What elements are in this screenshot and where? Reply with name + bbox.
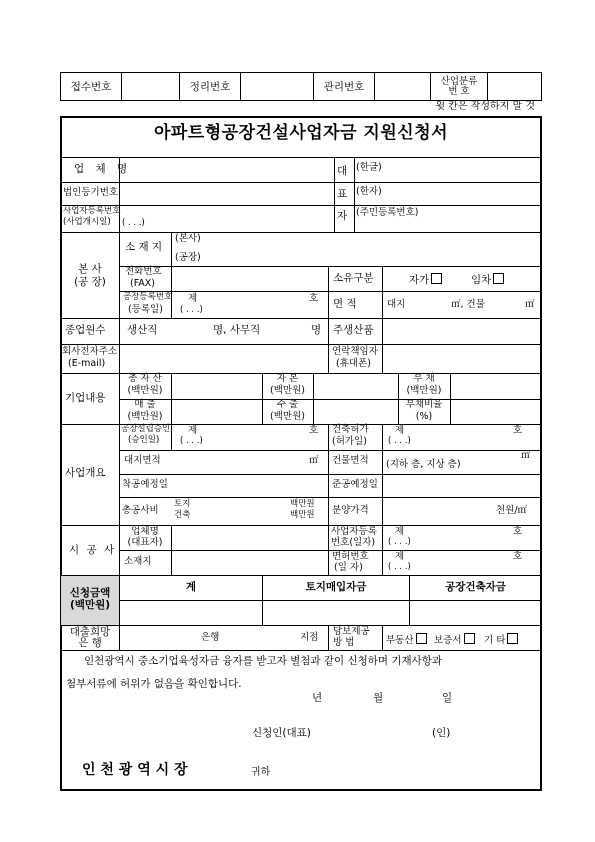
project-land-area-label: 대지면적 bbox=[124, 455, 161, 466]
permit-date[interactable]: ( . . .) bbox=[388, 436, 411, 446]
land-area-unit: ㎡, 건물 bbox=[451, 299, 485, 310]
statement-line-2: 첨부서류에 허위가 없음을 확인합니다. bbox=[66, 678, 242, 690]
bank-label-2: 은 행 bbox=[78, 637, 102, 649]
date-year: 년 bbox=[312, 692, 323, 704]
end-date-field[interactable] bbox=[383, 475, 540, 496]
contact-person-label: 연락책임자 bbox=[332, 346, 378, 357]
office-use-table bbox=[60, 72, 542, 101]
land-cost-label: 토지 bbox=[174, 499, 191, 509]
recipient: 인 천 광 역 시 장 bbox=[82, 762, 188, 778]
exports-unit: (백만원) bbox=[270, 411, 305, 422]
permit-date-label: (허가일) bbox=[332, 436, 367, 447]
applicant-label: 신청인(대표) bbox=[252, 727, 311, 739]
other-option[interactable]: 기 타 bbox=[484, 633, 518, 646]
approval-je: 제 bbox=[188, 425, 198, 436]
license-je: 제 bbox=[395, 551, 405, 562]
approval-ho: 호 bbox=[309, 425, 319, 436]
total-cost-label: 총공사비 bbox=[122, 505, 159, 516]
amount-construction-label: 공장건축자금 bbox=[445, 581, 506, 593]
amount-land-field[interactable] bbox=[263, 601, 408, 624]
employees-label: 종업원수 bbox=[65, 324, 106, 336]
contractor-section-label: 시 공 사 bbox=[69, 544, 117, 556]
contractor-biz-reg-date-label: 번호(일자) bbox=[331, 537, 376, 548]
rep-label-3: 자 bbox=[337, 210, 348, 222]
email-label: 회사전자주소 bbox=[62, 346, 118, 357]
date-day: 일 bbox=[442, 692, 453, 704]
branch-unit: 지점 bbox=[300, 632, 319, 643]
license-ho: 호 bbox=[513, 551, 523, 562]
factory-reg-label: 공장등록번호 bbox=[123, 292, 173, 302]
factory-reg-date[interactable]: ( . . .) bbox=[180, 305, 203, 315]
contractor-name-field[interactable] bbox=[172, 526, 327, 549]
amount-unit: (백만원) bbox=[69, 599, 111, 611]
guarantee-checkbox[interactable] bbox=[464, 633, 475, 644]
area-label: 면 적 bbox=[333, 298, 357, 310]
start-date-label: 착공예정일 bbox=[122, 479, 168, 490]
finance-section-label: 기업내용 bbox=[65, 392, 106, 404]
capital-label: 자 본 bbox=[276, 373, 299, 384]
project-section-label: 사업개요 bbox=[65, 467, 106, 479]
rep-id-number[interactable]: (주민등록번호) bbox=[356, 207, 419, 218]
rep-label-2: 표 bbox=[337, 188, 348, 200]
seal-label: (인) bbox=[432, 727, 451, 739]
hq-label: 본 사 bbox=[78, 263, 102, 275]
contractor-rep-label: (대표자) bbox=[127, 537, 163, 548]
permit-je: 제 bbox=[395, 425, 405, 436]
office-staff-unit: 명 bbox=[311, 324, 322, 336]
contractor-biz-reg-label: 사업자등록 bbox=[331, 526, 377, 537]
phone-label: 전화번호 bbox=[125, 266, 162, 277]
rented-checkbox[interactable] bbox=[493, 273, 504, 284]
amount-land-label: 토지매입자금 bbox=[305, 581, 367, 593]
collateral-label-2: 방 법 bbox=[333, 637, 355, 648]
location-factory[interactable]: (공장) bbox=[175, 252, 201, 263]
bank-label: 대출희망 bbox=[69, 626, 111, 638]
total-assets-label: 총 자 산 bbox=[128, 373, 162, 384]
mobile-label: (휴대폰) bbox=[336, 358, 371, 369]
company-name-label: 업 체 명 bbox=[74, 163, 132, 175]
arrangement-no-label: 정리번호 bbox=[180, 73, 241, 101]
approval-date-label: (승인일) bbox=[128, 435, 160, 445]
factory-reg-date-label: (등록일) bbox=[128, 304, 163, 315]
honorific: 귀하 bbox=[251, 767, 271, 778]
corp-reg-field[interactable] bbox=[120, 183, 333, 204]
guarantee-option[interactable]: 보증서 bbox=[434, 633, 475, 646]
sale-price-label: 분양가격 bbox=[332, 505, 369, 516]
floor-area-unit: ㎡ bbox=[521, 450, 531, 461]
factory-reg-je: 제 bbox=[188, 293, 198, 304]
management-no-field[interactable] bbox=[375, 73, 431, 101]
floor-detail[interactable]: (지하 층, 지상 층) bbox=[386, 459, 461, 470]
approval-date[interactable]: ( . . .) bbox=[180, 436, 203, 446]
debt-label: 부 채 bbox=[413, 373, 435, 384]
amount-total-label: 계 bbox=[185, 581, 197, 593]
approval-label: 공장설립승인 bbox=[121, 424, 171, 434]
bldg-area-unit: ㎡ bbox=[525, 299, 535, 310]
biz-reg-label: 사업자등록번호 bbox=[63, 206, 121, 216]
debt-unit: (백만원) bbox=[406, 385, 442, 396]
arrangement-no-field[interactable] bbox=[241, 73, 314, 101]
contact-field[interactable] bbox=[383, 345, 540, 372]
office-staff-label: 명, 사무직 bbox=[213, 324, 261, 336]
rep-label-1: 대 bbox=[337, 165, 348, 177]
contractor-biz-date[interactable]: ( . . .) bbox=[388, 537, 411, 547]
total-assets-unit: (백만원) bbox=[127, 385, 163, 396]
ownership-label: 소유구분 bbox=[333, 272, 374, 284]
biz-start-label: (사업개시일) bbox=[63, 217, 111, 227]
bldg-cost-label: 건축 bbox=[174, 510, 191, 520]
bank-unit: 은행 bbox=[201, 632, 220, 643]
contractor-biz-ho: 호 bbox=[513, 526, 523, 537]
real-estate-checkbox[interactable] bbox=[416, 633, 427, 644]
rep-korean-name[interactable]: (한글) bbox=[356, 162, 382, 173]
email-label-en: (E-mail) bbox=[68, 358, 106, 369]
owned-option[interactable]: 자가 bbox=[409, 273, 442, 287]
other-checkbox[interactable] bbox=[507, 633, 518, 644]
main-product-label: 주생산품 bbox=[333, 324, 374, 336]
statement-line-1: 인천광역시 중소기업육성자금 융자를 받고자 별첨과 같이 신청하며 기재사항과 bbox=[84, 655, 443, 667]
end-date-label: 준공예정일 bbox=[332, 479, 378, 490]
contractor-name-label: 업체명 bbox=[131, 526, 159, 537]
sales-label: 매 출 bbox=[134, 399, 156, 410]
land-cost-unit: 백만원 bbox=[290, 499, 315, 509]
exports-label: 수 출 bbox=[276, 399, 299, 410]
project-land-unit: ㎡ bbox=[309, 455, 319, 466]
start-date-field[interactable] bbox=[172, 475, 327, 496]
capital-unit: (백만원) bbox=[270, 385, 305, 396]
sales-unit: (백만원) bbox=[127, 411, 163, 422]
rep-hanja-name[interactable]: (한자) bbox=[356, 186, 382, 197]
email-field[interactable] bbox=[120, 345, 327, 372]
collateral-label: 담보제공 bbox=[333, 626, 370, 637]
receipt-no-field[interactable] bbox=[122, 73, 180, 101]
management-no-label: 관리번호 bbox=[314, 73, 375, 101]
sale-price-unit: 천원/㎡ bbox=[496, 505, 528, 516]
amount-construction-field[interactable] bbox=[410, 601, 540, 624]
rented-option[interactable]: 임차 bbox=[471, 273, 504, 287]
debt-ratio-label: 부채비율 bbox=[405, 399, 443, 410]
land-area-label: 대지 bbox=[387, 299, 406, 310]
phone-field[interactable] bbox=[172, 267, 327, 290]
debt-ratio-unit: (%) bbox=[415, 411, 433, 422]
receipt-no-label: 접수번호 bbox=[61, 73, 122, 101]
license-date[interactable]: ( . . .) bbox=[388, 562, 411, 572]
production-staff-label: 생산직 bbox=[127, 324, 158, 336]
license-label: 면허번호 bbox=[332, 551, 369, 562]
main-product-field[interactable] bbox=[383, 319, 540, 343]
permit-ho: 호 bbox=[513, 425, 523, 436]
factory-label: (공 장) bbox=[74, 276, 106, 288]
contractor-location-label: 소재지 bbox=[124, 556, 152, 567]
owned-checkbox[interactable] bbox=[431, 273, 442, 284]
bldg-cost-unit: 백만원 bbox=[290, 510, 315, 520]
corp-reg-label: 법인등기번호 bbox=[63, 187, 119, 198]
contractor-biz-je: 제 bbox=[395, 526, 405, 537]
industry-code-field[interactable] bbox=[488, 73, 542, 101]
office-use-note: 윗 칸은 작성하지 말 것 bbox=[435, 101, 535, 112]
floor-area-label: 건물면적 bbox=[332, 455, 369, 466]
date-month: 월 bbox=[373, 692, 384, 704]
biz-reg-date[interactable]: ( . . .) bbox=[122, 218, 145, 228]
industry-code-label: 산업분류 번 호 bbox=[431, 73, 488, 101]
company-name-field[interactable] bbox=[120, 158, 333, 181]
amount-label: 신청금액 bbox=[69, 587, 111, 599]
contractor-location-field[interactable] bbox=[172, 551, 327, 574]
location-hq[interactable]: (본사) bbox=[175, 233, 201, 244]
license-date-label: (일 자) bbox=[334, 562, 363, 573]
factory-reg-ho: 호 bbox=[309, 293, 319, 304]
location-label: 소 재 지 bbox=[125, 241, 163, 253]
form-title: 아파트형공장건설사업자금 지원신청서 bbox=[153, 123, 449, 143]
real-estate-option[interactable]: 부동산 bbox=[386, 633, 427, 646]
amount-total-field[interactable] bbox=[120, 601, 261, 624]
permit-label: 건축허가 bbox=[332, 424, 369, 435]
fax-label: (FAX) bbox=[130, 278, 156, 289]
